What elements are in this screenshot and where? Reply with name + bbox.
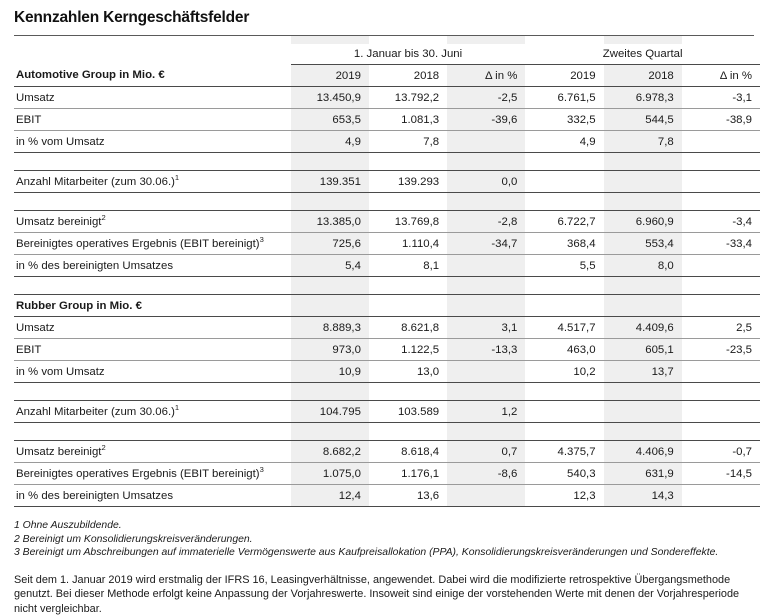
row-value: 6.960,9 [604, 211, 682, 233]
row-value [525, 171, 603, 193]
column-header-row [14, 65, 760, 87]
header-spacer-row [14, 36, 760, 44]
row-value [682, 485, 760, 507]
footnote-3: 3 Bereinigt um Abschreibungen auf immaterielle Vermögenswerte aus Kaufpreisallokation (PPA), Konsolidierungskreisveränderungen und Sondereffekte. [14, 547, 719, 559]
row-value: 1.075,0 [291, 463, 369, 485]
spacer-row [14, 277, 760, 295]
table-row [14, 211, 760, 233]
row-value [682, 401, 760, 423]
row-value [682, 171, 760, 193]
row-value [682, 255, 760, 277]
row-label-text: Bereinigtes operatives Ergebnis (EBIT bereinigt) [16, 237, 260, 250]
period-span-half-year: 1. Januar bis 30. Juni [291, 44, 526, 65]
spacer-cell [14, 277, 291, 295]
spacer-cell [682, 153, 760, 171]
row-label [14, 233, 291, 255]
row-value: 0,7 [447, 441, 525, 463]
spacer-cell [369, 193, 447, 211]
period-span-row [14, 44, 760, 65]
row-value: 13.385,0 [291, 211, 369, 233]
spacer-cell [14, 153, 291, 171]
spacer-cell [682, 193, 760, 211]
spacer-cell [14, 193, 291, 211]
row-value: -33,4 [682, 233, 760, 255]
column-header: 2019 [291, 65, 369, 87]
spacer-cell [369, 423, 447, 441]
row-value: -8,6 [447, 463, 525, 485]
row-value: 6.761,5 [525, 87, 603, 109]
row-value: 13,7 [604, 361, 682, 383]
spacer-cell [291, 153, 369, 171]
table-row [14, 317, 760, 339]
row-label-text: Umsatz bereinigt [16, 215, 102, 228]
row-value: -13,3 [447, 339, 525, 361]
kpi-table-body [14, 36, 760, 507]
spacer-row [14, 193, 760, 211]
row-value: 368,4 [525, 233, 603, 255]
section-header-cell [447, 295, 525, 317]
row-value: -34,7 [447, 233, 525, 255]
header-spacer-cell [682, 36, 760, 44]
row-value: 973,0 [291, 339, 369, 361]
section-title-automotive: Automotive Group in Mio. € [14, 65, 291, 87]
header-spacer-cell [14, 36, 291, 44]
row-value: 544,5 [604, 109, 682, 131]
row-value: 725,6 [291, 233, 369, 255]
footnote-marker: 1 [174, 172, 180, 182]
row-value [447, 131, 525, 153]
footnote-1: 1 Ohne Auszubildende. [14, 520, 122, 531]
row-value: 13.769,8 [369, 211, 447, 233]
row-label: in % vom Umsatz [14, 361, 291, 383]
footnote-marker: 3 [259, 234, 264, 244]
row-value: 4.375,7 [525, 441, 603, 463]
header-spacer-cell [525, 36, 603, 44]
column-header: 2019 [525, 65, 603, 87]
table-row [14, 463, 760, 485]
row-value: 1.122,5 [369, 339, 447, 361]
row-value: 13,0 [369, 361, 447, 383]
footnote-marker: 2 [101, 212, 106, 222]
section-header-rubber-row [14, 295, 760, 317]
table-row [14, 361, 760, 383]
page-title: Kennzahlen Kerngeschäftsfelder [14, 9, 250, 26]
row-value [447, 485, 525, 507]
table-row [14, 485, 760, 507]
row-value: 3,1 [447, 317, 525, 339]
row-label: in % vom Umsatz [14, 131, 291, 153]
row-label: in % des bereinigten Umsatzes [14, 255, 291, 277]
row-value: -2,8 [447, 211, 525, 233]
row-value: 4,9 [291, 131, 369, 153]
row-label: in % des bereinigten Umsatzes [14, 485, 291, 507]
section-header-cell [291, 295, 369, 317]
row-value: 139.351 [291, 171, 369, 193]
spacer-cell [604, 193, 682, 211]
spacer-cell [525, 277, 603, 295]
spacer-cell [604, 277, 682, 295]
spacer-cell [447, 277, 525, 295]
row-value: 14,3 [604, 485, 682, 507]
spacer-cell [682, 383, 760, 401]
row-value: 12,3 [525, 485, 603, 507]
row-label: EBIT [14, 339, 291, 361]
spacer-cell [447, 153, 525, 171]
row-value: -2,5 [447, 87, 525, 109]
spacer-row [14, 153, 760, 171]
row-label-text: Bereinigtes operatives Ergebnis (EBIT bereinigt) [16, 467, 260, 480]
footnote-2: 2 Bereinigt um Konsolidierungskreisveränderungen. [14, 533, 253, 545]
spacer-cell [291, 193, 369, 211]
row-value: 540,3 [525, 463, 603, 485]
table-row [14, 131, 760, 153]
row-value [682, 131, 760, 153]
row-label [14, 211, 291, 233]
row-value: 8.621,8 [369, 317, 447, 339]
spacer-cell [604, 423, 682, 441]
row-value: 104.795 [291, 401, 369, 423]
spacer-cell [14, 383, 291, 401]
period-span-empty [14, 44, 291, 65]
row-value [682, 361, 760, 383]
spacer-cell [369, 153, 447, 171]
row-value: 0,0 [447, 171, 525, 193]
spacer-row [14, 423, 760, 441]
row-label-text: Anzahl Mitarbeiter (zum 30.06.) [16, 405, 175, 418]
column-header: 2018 [604, 65, 682, 87]
row-value: 4.406,9 [604, 441, 682, 463]
section-title-rubber: Rubber Group in Mio. € [14, 295, 291, 317]
row-value: 2,5 [682, 317, 760, 339]
row-value: 631,9 [604, 463, 682, 485]
section-header-cell [369, 295, 447, 317]
footnote-marker: 2 [101, 442, 106, 452]
row-value: 13.792,2 [369, 87, 447, 109]
row-value [604, 171, 682, 193]
row-value: -14,5 [682, 463, 760, 485]
spacer-cell [291, 423, 369, 441]
spacer-cell [682, 277, 760, 295]
row-value: 1.081,3 [369, 109, 447, 131]
row-value: 653,5 [291, 109, 369, 131]
row-label [14, 441, 291, 463]
spacer-cell [682, 423, 760, 441]
row-value [525, 401, 603, 423]
spacer-cell [447, 423, 525, 441]
table-row [14, 401, 760, 423]
header-spacer-cell [604, 36, 682, 44]
spacer-cell [14, 423, 291, 441]
row-value: -39,6 [447, 109, 525, 131]
period-span-quarter: Zweites Quartal [525, 44, 760, 65]
row-value [447, 361, 525, 383]
table-row [14, 233, 760, 255]
section-header-cell [604, 295, 682, 317]
header-spacer-cell [291, 36, 369, 44]
spacer-cell [604, 153, 682, 171]
row-label [14, 401, 291, 423]
row-value: 1.110,4 [369, 233, 447, 255]
row-label-text: Anzahl Mitarbeiter (zum 30.06.) [16, 175, 175, 188]
column-header: Δ in % [447, 65, 525, 87]
spacer-cell [369, 277, 447, 295]
row-value: -3,1 [682, 87, 760, 109]
spacer-cell [525, 193, 603, 211]
table-row [14, 255, 760, 277]
row-value: 8,1 [369, 255, 447, 277]
spacer-cell [525, 423, 603, 441]
row-label-text: Umsatz bereinigt [16, 445, 102, 458]
row-value: 4,9 [525, 131, 603, 153]
footnotes-block [14, 519, 754, 560]
row-value: 7,8 [604, 131, 682, 153]
row-value: 1,2 [447, 401, 525, 423]
row-value: 13.450,9 [291, 87, 369, 109]
spacer-cell [447, 193, 525, 211]
row-value: 6.722,7 [525, 211, 603, 233]
section-header-cell [682, 295, 760, 317]
row-value [447, 255, 525, 277]
row-label [14, 463, 291, 485]
table-row [14, 171, 760, 193]
spacer-cell [291, 277, 369, 295]
row-value: 553,4 [604, 233, 682, 255]
row-value: 4.517,7 [525, 317, 603, 339]
row-value: -3,4 [682, 211, 760, 233]
spacer-cell [525, 153, 603, 171]
row-label [14, 171, 291, 193]
row-label: EBIT [14, 109, 291, 131]
footnote-marker: 1 [174, 402, 180, 412]
row-value: 5,5 [525, 255, 603, 277]
row-value: 7,8 [369, 131, 447, 153]
footnote-marker: 3 [259, 464, 264, 474]
row-value: 8,0 [604, 255, 682, 277]
row-value: 1.176,1 [369, 463, 447, 485]
table-row [14, 339, 760, 361]
spacer-cell [525, 383, 603, 401]
section-header-cell [525, 295, 603, 317]
row-value: 4.409,6 [604, 317, 682, 339]
row-value: 6.978,3 [604, 87, 682, 109]
spacer-cell [291, 383, 369, 401]
row-value: 139.293 [369, 171, 447, 193]
row-value: -38,9 [682, 109, 760, 131]
ifrs-note: Seit dem 1. Januar 2019 wird erstmalig der IFRS 16, Leasingverhältnisse, angewendet. Dabei wird die modifizierte retrospektive Übergangsmethode genutzt. Bei dieser Methode erfolgt keine Anpassung der Vorjahreswerte. Insoweit sind einige der vorstehenden Werte mit denen der Vorjahresperiode nicht vergleichbar. [14, 573, 740, 615]
row-value: 605,1 [604, 339, 682, 361]
row-value: 103.589 [369, 401, 447, 423]
row-value: 12,4 [291, 485, 369, 507]
header-spacer-cell [447, 36, 525, 44]
row-value: 463,0 [525, 339, 603, 361]
row-value [604, 401, 682, 423]
column-header: Δ in % [682, 65, 760, 87]
row-value: 332,5 [525, 109, 603, 131]
row-value: -23,5 [682, 339, 760, 361]
spacer-cell [604, 383, 682, 401]
spacer-cell [369, 383, 447, 401]
row-value: 8.889,3 [291, 317, 369, 339]
row-value: -0,7 [682, 441, 760, 463]
spacer-cell [447, 383, 525, 401]
row-label: Umsatz [14, 317, 291, 339]
row-value: 10,2 [525, 361, 603, 383]
kpi-table [14, 36, 760, 507]
spacer-row [14, 383, 760, 401]
header-spacer-cell [369, 36, 447, 44]
row-value: 8.618,4 [369, 441, 447, 463]
row-label: Umsatz [14, 87, 291, 109]
row-value: 10,9 [291, 361, 369, 383]
row-value: 8.682,2 [291, 441, 369, 463]
table-row [14, 109, 760, 131]
table-row [14, 87, 760, 109]
row-value: 13,6 [369, 485, 447, 507]
row-value: 5,4 [291, 255, 369, 277]
column-header: 2018 [369, 65, 447, 87]
table-row [14, 441, 760, 463]
